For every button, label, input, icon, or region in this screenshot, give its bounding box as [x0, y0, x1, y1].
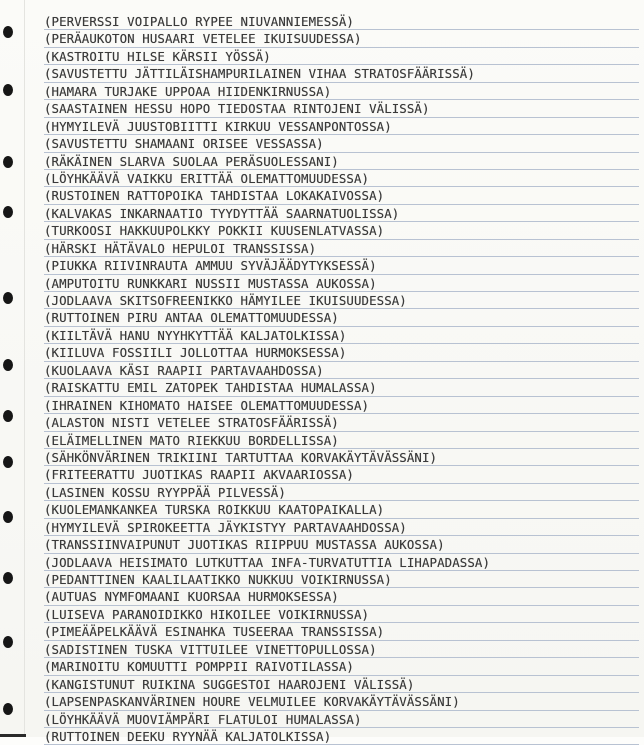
- typed-line: (HAMARA TURJAKE UPPOAA HIIDENKIRNUSSA): [44, 83, 639, 100]
- typed-line: (TURKOOSI HAKKUUPOLKKY POKKII KUUSENLATVASSA): [44, 222, 639, 239]
- binder-hole: [3, 359, 13, 371]
- typed-line: (HYMYILEVÄ SPIROKEETTA JÄYKISTYY PARTAVAAHDOSSA): [44, 519, 639, 536]
- typed-line: (PIMEÄÄPELKÄÄVÄ ESINAHKA TUSEERAA TRANSSISSA): [44, 623, 639, 640]
- binder-hole: [3, 26, 13, 38]
- binder-holes: [0, 0, 20, 737]
- typed-line: (SADISTINEN TUSKA VITTUILEE VINETTOPULLOSSA): [44, 641, 639, 658]
- typed-line: (RAISKATTU EMIL ZATOPEK TAHDISTAA HUMALASSA): [44, 379, 639, 396]
- typed-line: (JODLAAVA SKITSOFREENIKKO HÄMYILEE IKUISUUDESSA): [44, 292, 639, 309]
- binder-hole: [3, 410, 13, 422]
- binder-hole: [3, 156, 13, 168]
- typed-line: (IHRAINEN KIHOMATO HAISEE OLEMATTOMUUDESSA): [44, 397, 639, 414]
- typed-line: (HÄRSKI HÄTÄVALO HEPULOI TRANSSISSA): [44, 240, 639, 257]
- typed-line: (LASINEN KOSSU RYYPPÄÄ PILVESSÄ): [44, 484, 639, 501]
- typed-line: (TRANSSIINVAIPUNUT JUOTIKAS RIIPPUU MUSTASSA AUKOSSA): [44, 536, 639, 553]
- typed-line: (KASTROITU HILSE KÄRSII YÖSSÄ): [44, 48, 639, 65]
- typed-line: (PERVERSSI VOIPALLO RYPEE NIUVANNIEMESSÄ): [44, 13, 639, 30]
- typed-line: (RUSTOINEN RATTOPOIKA TAHDISTAA LOKAKAIVOSSA): [44, 187, 639, 204]
- binder-hole: [3, 206, 13, 218]
- typed-line: (PEDANTTINEN KAALILAATIKKO NUKKUU VOIKIRNUSSA): [44, 571, 639, 588]
- binder-hole: [3, 636, 13, 648]
- typed-line: (SAASTAINEN HESSU HOPO TIEDOSTAA RINTOJENI VÄLISSÄ): [44, 100, 639, 117]
- typed-line: (LÖYHKÄÄVÄ MUOVIÄMPÄRI FLATULOI HUMALASSA): [44, 711, 639, 728]
- typed-line: (SAVUSTETTU JÄTTILÄISHAMPURILAINEN VIHAA STRATOSFÄÄRISSÄ): [44, 65, 639, 82]
- typed-line: (LUISEVA PARANOIDIKKO HIKOILEE VOIKIRNUSSA): [44, 606, 639, 623]
- typed-line: (SAVUSTETTU SHAMAANI ORISEE VESSASSA): [44, 135, 639, 152]
- typed-line: (JODLAAVA HEISIMATO LUTKUTTAA INFA-TURVATUTTIA LIHAPADASSA): [44, 554, 639, 571]
- typed-line: (KIILUVA FOSSIILI JOLLOTTAA HURMOKSESSA): [44, 344, 639, 361]
- binder-hole: [3, 84, 13, 96]
- typed-line: (KUOLEMANKANKEA TURSKA ROIKKUU KAATOPAIKALLA): [44, 501, 639, 518]
- typed-line: (HYMYILEVÄ JUUSTOBIITTI KIRKUU VESSANPONTOSSA): [44, 118, 639, 135]
- typed-line: (PERÄAUKOTON HUSAARI VETELEE IKUISUUDESSA): [44, 30, 639, 47]
- binder-hole: [3, 572, 13, 584]
- typed-line: (KALVAKAS INKARNAATIO TYYDYTTÄÄ SAARNATUOLISSA): [44, 205, 639, 222]
- typed-line: (RUTTOINEN PIRU ANTAA OLEMATTOMUUDESSA): [44, 309, 639, 326]
- margin-rule: [24, 0, 25, 737]
- binder-hole: [3, 703, 13, 715]
- typed-line: (ELÄIMELLINEN MATO RIEKKUU BORDELLISSA): [44, 432, 639, 449]
- typed-line: (LÖYHKÄÄVÄ VAIKKU ERITTÄÄ OLEMATTOMUUDESSA): [44, 170, 639, 187]
- typed-line: (KIILTÄVÄ HANU NYYHKYTTÄÄ KALJATOLKISSA): [44, 327, 639, 344]
- binder-hole: [3, 456, 13, 468]
- typed-line-list: [44, 13, 639, 745]
- typed-line: (PIUKKA RIIVINRAUTA AMMUU SYVÄJÄÄDYTYKSESSÄ): [44, 257, 639, 274]
- typed-line: (RUTTOINEN DEEKU RYYNÄÄ KALJATOLKISSA): [44, 728, 639, 745]
- typed-line: (MARINOITU KOMUUTTI POMPPII RAIVOTILASSA): [44, 658, 639, 675]
- typed-line: (RÄKÄINEN SLARVA SUOLAA PERÄSUOLESSANI): [44, 153, 639, 170]
- typed-line: (LAPSENPASKANVÄRINEN HOURE VELMUILEE KORVAKÄYTÄVÄSSÄNI): [44, 693, 639, 710]
- typed-line: (AUTUAS NYMFOMAANI KUORSAA HURMOKSESSA): [44, 588, 639, 605]
- typed-line: (KUOLAAVA KÄSI RAAPII PARTAVAAHDOSSA): [44, 362, 639, 379]
- typed-line: (KANGISTUNUT RUIKINA SUGGESTOI HAAROJENI VÄLISSÄ): [44, 676, 639, 693]
- typed-line: (AMPUTOITU RUNKKARI NUSSII MUSTASSA AUKOSSA): [44, 275, 639, 292]
- binder-hole: [3, 292, 13, 304]
- typed-line: (ALASTON NISTI VETELEE STRATOSFÄÄRISSÄ): [44, 414, 639, 431]
- binder-hole: [3, 511, 13, 523]
- typed-line: (FRITEERATTU JUOTIKAS RAAPII AKVAARIOSSA): [44, 466, 639, 483]
- typed-line: (SÄHKÖNVÄRINEN TRIKIINI TARTUTTAA KORVAKÄYTÄVÄSSÄNI): [44, 449, 639, 466]
